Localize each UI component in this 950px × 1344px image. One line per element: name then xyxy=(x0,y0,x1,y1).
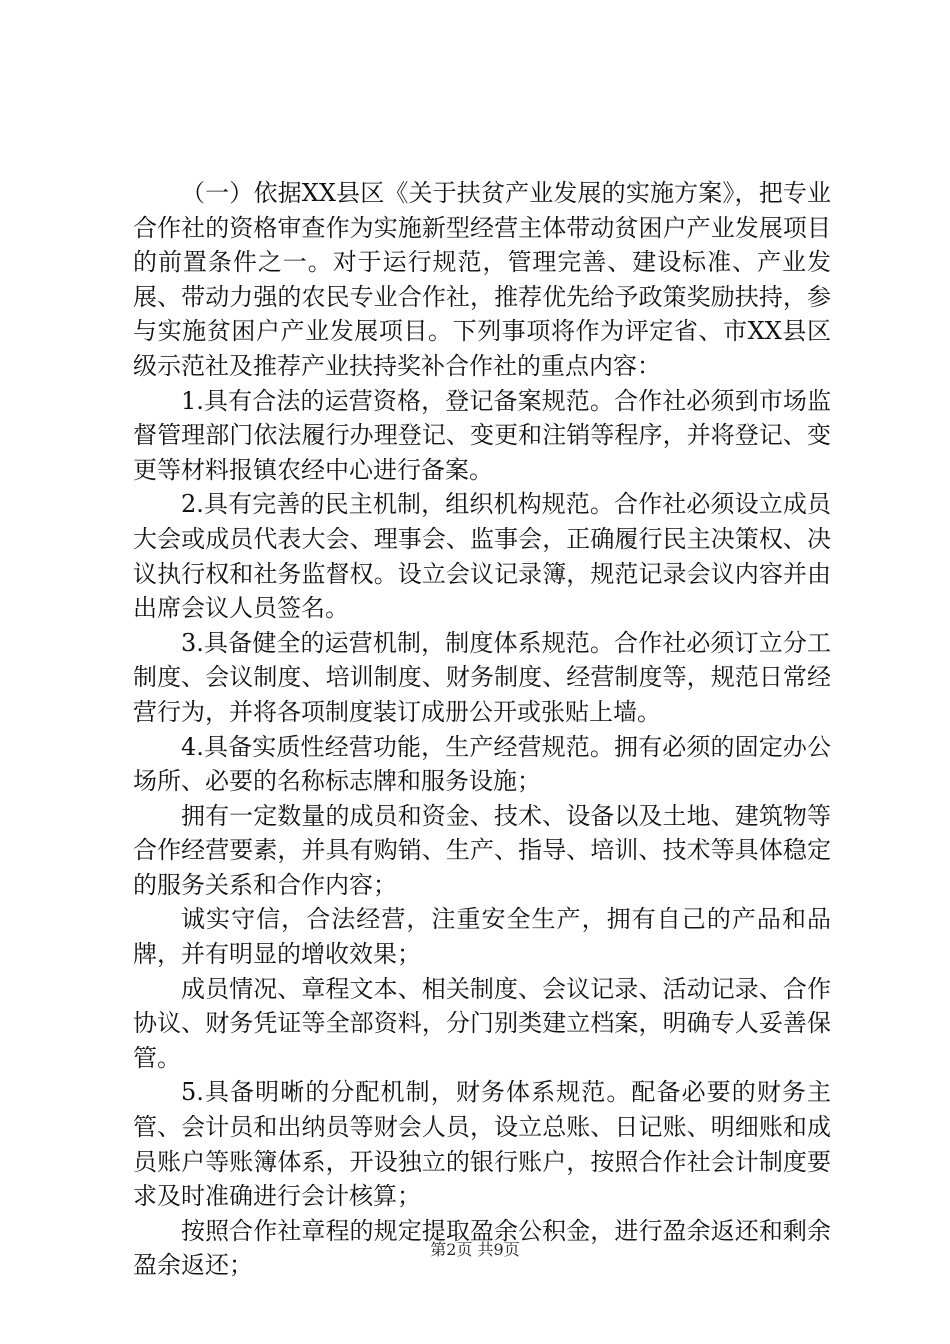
paragraph-item-4-sub-2: 诚实守信，合法经营，注重安全生产，拥有自己的产品和品牌，并有明显的增收效果； xyxy=(133,905,831,969)
paragraph-item-4: 4.具备实质性经营功能，生产经营规范。拥有必须的固定办公场所、必要的名称标志牌和服务设施； xyxy=(133,732,831,796)
paragraph-item-5-sub-1: 按照合作社章程的规定提取盈余公积金，进行盈余返还和剩余盈余返还； xyxy=(133,1216,831,1280)
paragraph-item-5: 5.具备明晰的分配机制，财务体系规范。配备必要的财务主管、会计员和出纳员等财会人员，设立总账、日记账、明细账和成员账户等账簿体系，开设独立的银行账户，按照合作社会计制度要求及时准确进行会计核算； xyxy=(133,1078,831,1211)
paragraph-item-2: 2.具有完善的民主机制，组织机构规范。合作社必须设立成员大会或成员代表大会、理事会、监事会，正确履行民主决策权、决议执行权和社务监督权。设立会议记录簿，规范记录会议内容并由出席会议人员签名。 xyxy=(133,490,831,623)
document-body xyxy=(133,176,831,1283)
paragraph-item-4-sub-3: 成员情况、章程文本、相关制度、会议记录、活动记录、合作协议、财务凭证等全部资料，分门别类建立档案，明确专人妥善保管。 xyxy=(133,974,831,1072)
page-number-footer: 第2页 共9页 xyxy=(430,1240,520,1259)
paragraph-intro: （一）依据XX县区《关于扶贫产业发展的实施方案》，把专业合作社的资格审查作为实施新型经营主体带动贫困户产业发展项目的前置条件之一。对于运行规范，管理完善、建设标准、产业发展、带动力强的农民专业合作社，推荐优先给予政策奖励扶持，参与实施贫困户产业发展项目。下列事项将作为评定省、市XX县区级示范社及推荐产业扶持奖补合作社的重点内容： xyxy=(133,179,831,380)
paragraph-item-4-sub-1: 拥有一定数量的成员和资金、技术、设备以及土地、建筑物等合作经营要素，并具有购销、生产、指导、培训、技术等具体稳定的服务关系和合作内容； xyxy=(133,801,831,899)
paragraph-item-1: 1.具有合法的运营资格，登记备案规范。合作社必须到市场监督管理部门依法履行办理登记、变更和注销等程序，并将登记、变更等材料报镇农经中心进行备案。 xyxy=(133,386,831,484)
paragraph-item-3: 3.具备健全的运营机制，制度体系规范。合作社必须订立分工制度、会议制度、培训制度、财务制度、经营制度等，规范日常经营行为，并将各项制度装订成册公开或张贴上墙。 xyxy=(133,628,831,726)
